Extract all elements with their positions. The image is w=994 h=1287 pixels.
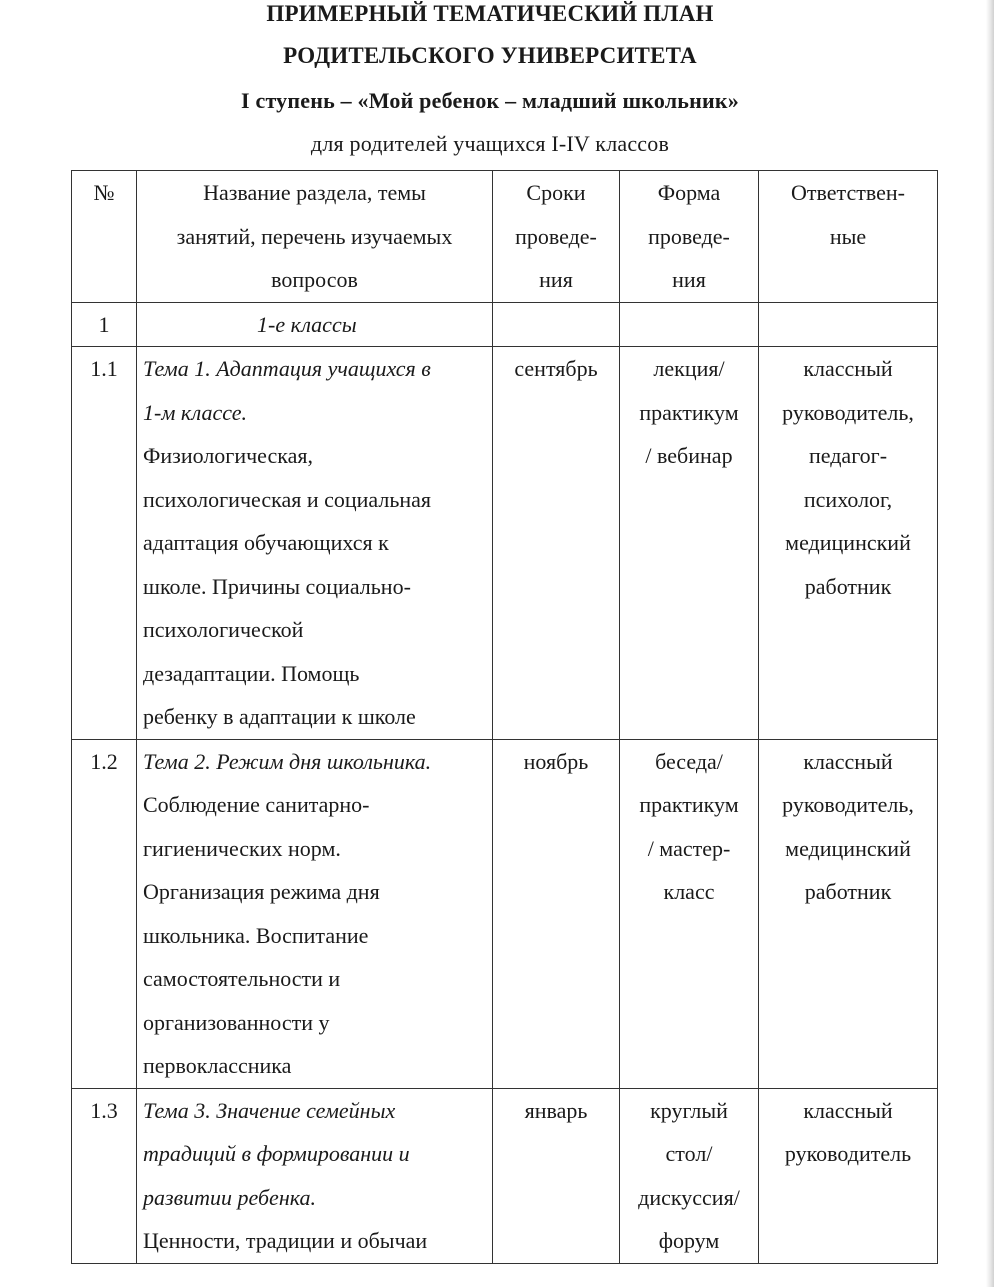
row-form: круглый стол/ дискуссия/ форум (620, 1088, 759, 1263)
topic-desc: гигиенических норм. (143, 835, 341, 861)
section-title: 1-е классы (137, 302, 493, 347)
topic-desc: психологической (143, 617, 304, 642)
section-empty-dates (493, 302, 620, 347)
topic-desc: адаптация обучающихся к (143, 530, 389, 555)
row-date: ноябрь (493, 739, 620, 1088)
page-edge-shadow (986, 0, 994, 1287)
section-empty-form (620, 302, 759, 347)
topic-desc: дезадаптации. Помощь (143, 660, 360, 686)
theme-title: традиций в формировании и (143, 1141, 410, 1166)
topic-desc: школьника. Воспитание (143, 922, 369, 948)
topic-desc: школе. Причины социально- (143, 573, 411, 599)
row-num: 1.1 (72, 347, 137, 740)
table-row (72, 347, 938, 740)
topic-desc: первоклассника (143, 1053, 292, 1078)
header-form: Форма проведе- ния (620, 171, 759, 303)
table-row (72, 739, 938, 1088)
topic-desc: Соблюдение санитарно- (143, 792, 370, 817)
row-date: сентябрь (493, 347, 620, 740)
topic-desc: самостоятельности и (143, 966, 341, 991)
theme-title: Тема 2. Режим дня школьника. (143, 748, 432, 774)
row-topic (137, 347, 493, 740)
topic-desc: Организация режима дня (143, 879, 380, 904)
row-form: беседа/ практикум / мастер- класс (620, 739, 759, 1088)
row-num: 1.3 (72, 1088, 137, 1263)
topic-desc: Физиологическая, (143, 443, 313, 468)
theme-title: 1-м классе. (143, 399, 247, 425)
row-date: январь (493, 1088, 620, 1263)
table-header-row (72, 171, 938, 303)
section-empty-resp (759, 302, 938, 347)
row-topic (137, 739, 493, 1088)
header-dates: Сроки проведе- ния (493, 171, 620, 303)
topic-desc: Ценности, традиции и обычаи (143, 1228, 428, 1253)
row-topic (137, 1088, 493, 1263)
row-responsible: классный руководитель (759, 1088, 938, 1263)
doc-title-line1: ПРИМЕРНЫЙ ТЕМАТИЧЕСКИЙ ПЛАН (266, 1, 714, 26)
doc-title-line2: РОДИТЕЛЬСКОГО УНИВЕРСИТЕТА (283, 43, 697, 68)
header-topic: Название раздела, темы занятий, перечень изучаемых вопросов (137, 171, 493, 303)
table-row (72, 1088, 938, 1263)
theme-title: Тема 1. Адаптация учащихся в (143, 356, 431, 381)
theme-title: Тема 3. Значение семейных (143, 1097, 396, 1123)
header-num: № (72, 171, 137, 303)
theme-title: развитии ребенка. (143, 1184, 316, 1210)
section-row (72, 302, 938, 347)
section-num: 1 (72, 302, 137, 347)
topic-desc: организованности у (143, 1009, 330, 1035)
row-num: 1.2 (72, 739, 137, 1088)
header-responsible: Ответствен- ные (759, 171, 938, 303)
doc-subtitle: I ступень – «Мой ребенок – младший школьник» (241, 88, 739, 113)
topic-desc: психологическая и социальная (143, 486, 432, 512)
doc-audience: для родителей учащихся I-IV классов (310, 131, 670, 156)
plan-table (71, 170, 938, 1264)
row-form: лекция/ практикум / вебинар (620, 347, 759, 740)
row-responsible: классный руководитель, педагог- психолог, медицинский работник (759, 347, 938, 740)
row-responsible: классный руководитель, медицинский работник (759, 739, 938, 1088)
topic-desc: ребенку в адаптации к школе (143, 704, 416, 729)
